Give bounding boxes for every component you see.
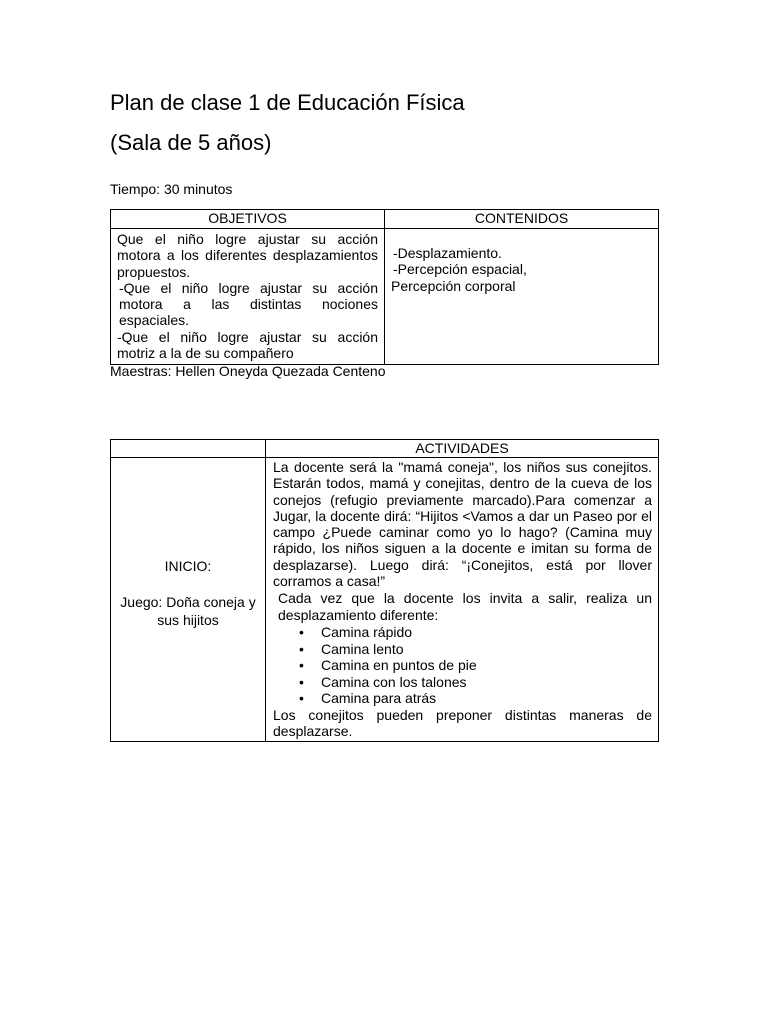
stage-cell [111, 458, 266, 742]
objectives-contents-table [110, 209, 659, 365]
contenidos-cell [385, 229, 659, 365]
stage-label: INICIO: [164, 557, 212, 574]
table-row [111, 458, 659, 742]
header-actividades: ACTIVIDADES [266, 440, 659, 458]
activity-instruction: Cada vez que la docente los invita a salir, realiza un desplazamiento diferente: [278, 590, 652, 624]
activity-description: La docente será la "mamá coneja", los niños sus conejitos. Estarán todos, mamá y conejitas, dentro de la cueva de los conejos (refugio previamente marcado).Para comenzar a Jugar, la docente dirá: “Hijitos <Vamos a dar un Paseo por el campo ¿Puede caminar como yo lo hago? (Camina muy rápido, los niños siguen a la docente e imitan su forma de desplazarse). Luego dirá: “¡Conejitos, está por llover corramos a casa!” [273, 459, 652, 590]
header-empty [111, 440, 266, 458]
activity-cell [266, 458, 659, 742]
table-header-row [111, 210, 659, 229]
list-item: • Camina para atrás [299, 690, 437, 707]
objective-item: Que el niño logre ajustar su acción motora a los diferentes desplazamientos propuestos. [117, 231, 378, 280]
header-contenidos: CONTENIDOS [385, 210, 659, 229]
activities-table [110, 439, 659, 742]
bullet-icon: • [299, 657, 304, 674]
teacher-name: Maestras: Hellen Oneyda Quezada Centeno [110, 363, 386, 379]
list-item: • Camina lento [299, 640, 404, 657]
duration-text: Tiempo: 30 minutos [110, 181, 233, 197]
bullet-icon: • [299, 624, 304, 641]
bullet-icon: • [299, 673, 304, 690]
objetivos-cell [111, 229, 385, 365]
content-item: -Desplazamiento. [393, 245, 502, 261]
list-item: • Camina con los talones [299, 673, 467, 690]
game-name: Juego: Doña coneja y sus hijitos [120, 593, 256, 628]
list-item: • Camina rápido [299, 624, 413, 641]
page-title: Plan de clase 1 de Educación Física [110, 90, 465, 115]
activity-closing: Los conejitos pueden preponer distintas maneras de desplazarse. [273, 706, 652, 740]
bullet-icon: • [299, 640, 304, 657]
table-row [111, 229, 659, 365]
content-item: Percepción corporal [391, 277, 516, 294]
page-subtitle: (Sala de 5 años) [110, 130, 272, 155]
header-objetivos: OBJETIVOS [111, 210, 385, 229]
movement-list [273, 624, 652, 707]
content-item: -Percepción espacial, [393, 261, 527, 278]
objective-item: -Que el niño logre ajustar su acción motriz a la de su compañero [117, 328, 378, 362]
bullet-icon: • [299, 690, 304, 707]
list-item: • Camina en puntos de pie [299, 657, 477, 674]
objective-item: -Que el niño logre ajustar su acción motora a las distintas nociones espaciales. [119, 279, 378, 329]
table-header-row [111, 440, 659, 458]
